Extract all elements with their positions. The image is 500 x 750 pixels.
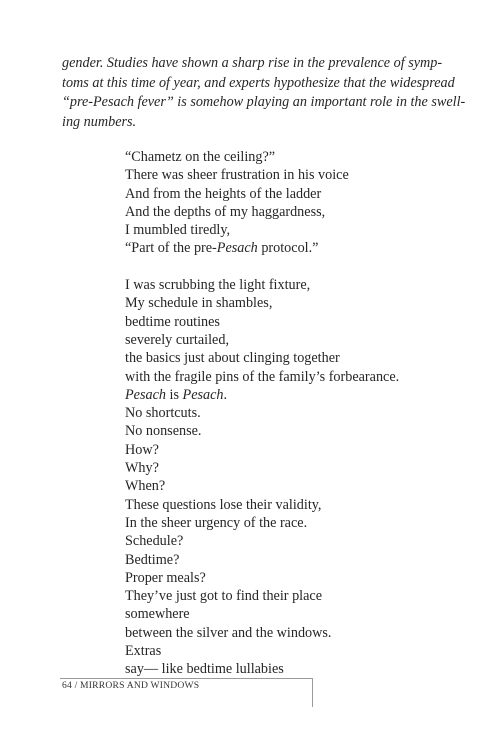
poem-line: And from the heights of the ladder (125, 185, 322, 202)
poem-line-italic: Pesach (125, 386, 166, 403)
poem-line (125, 386, 465, 404)
poem-line-text: is (165, 386, 183, 403)
poem-line: “Chametz on the ceiling?” (125, 149, 276, 165)
poem-line-text: protocol.” (257, 240, 319, 257)
poem-line: No shortcuts. (125, 405, 201, 422)
poem-line: Bedtime? (125, 551, 180, 568)
poem-line: Why? (125, 460, 159, 477)
poem-line: They’ve just got to find their place (125, 588, 322, 605)
poem-line: How? (125, 441, 159, 458)
poem-line (125, 239, 465, 257)
poem-line: Proper meals? (125, 569, 206, 586)
poem-line-text: “Part of the pre- (125, 240, 217, 257)
poem-line: Schedule? (125, 533, 184, 550)
footer-divider-vertical (312, 678, 313, 707)
poem-line-italic: Pesach (182, 386, 224, 403)
poem-line: When? (125, 478, 166, 495)
poem-line: There was sheer frustration in his voice (125, 167, 349, 184)
poem-line: say— like bedtime lullabies (125, 661, 284, 678)
poem-line-italic: Pesach (216, 240, 258, 257)
poem-line: I mumbled tiredly, (125, 222, 231, 239)
poem-line: bedtime routines (125, 313, 220, 330)
poem-stanza-2 (125, 276, 465, 679)
intro-line: “pre-Pesach fever” is somehow playing an important role in the swell- (62, 94, 466, 110)
poem-line: And the depths of my haggardness, (125, 203, 326, 220)
intro-line: gender. Studies have shown a sharp rise in the prevalence of symp- (62, 55, 443, 71)
poem-line: somewhere (125, 606, 190, 623)
poem (125, 148, 465, 697)
poem-line: These questions lose their validity, (125, 496, 322, 513)
running-footer: 64 / MIRRORS AND WINDOWS (62, 680, 200, 691)
poem-line-text: . (223, 386, 228, 403)
poem-line: My schedule in shambles, (125, 295, 273, 312)
intro-line: ing numbers. (62, 113, 137, 130)
poem-line: the basics just about clinging together (125, 350, 340, 367)
poem-stanza-1 (125, 148, 465, 258)
intro-paragraph (62, 54, 466, 132)
poem-line: I was scrubbing the light fixture, (125, 277, 311, 294)
footer-divider (60, 678, 313, 679)
poem-line: In the sheer urgency of the race. (125, 514, 308, 531)
poem-line: severely curtailed, (125, 331, 229, 348)
intro-line: toms at this time of year, and experts hypothesize that the widespread (62, 74, 455, 91)
poem-line: Extras (125, 643, 162, 660)
poem-line: between the silver and the windows. (125, 624, 332, 641)
poem-line: No nonsense. (125, 423, 202, 440)
poem-line: with the fragile pins of the family’s forbearance. (125, 368, 400, 385)
